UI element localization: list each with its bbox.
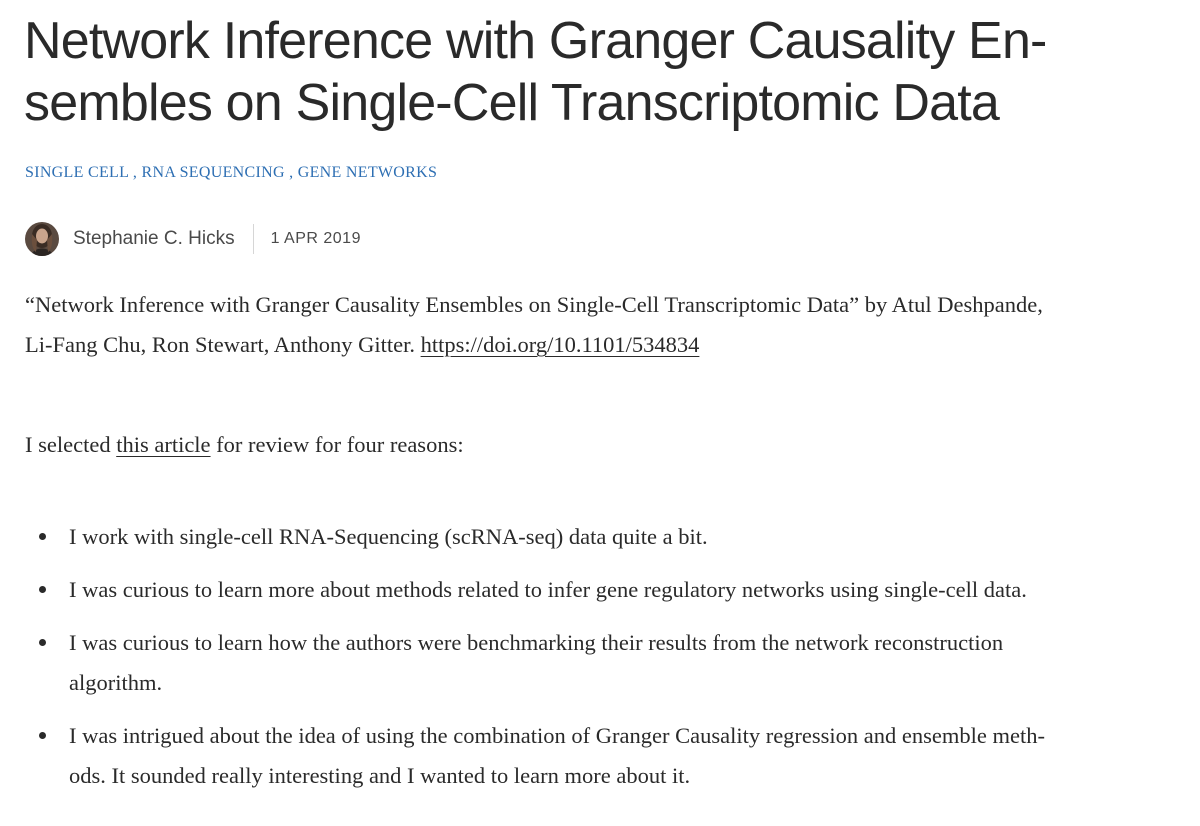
list-item <box>25 570 1190 610</box>
title-line-2: sembles on Single-Cell Transcriptomic Data <box>24 74 1000 132</box>
citation-line-2 <box>25 325 1190 365</box>
author-name[interactable]: Stephanie C. Hicks <box>73 228 235 249</box>
list-item <box>25 517 1190 557</box>
list-item-text: I was intrigued about the idea of using the combination of Granger Causality regression and ensemble meth- <box>69 723 1045 748</box>
bullet-icon <box>39 586 46 593</box>
author-avatar[interactable] <box>25 222 59 256</box>
list-item-text: I was curious to learn more about methods related to infer gene regulatory networks using single-cell data. <box>69 577 1027 602</box>
bullet-icon <box>39 732 46 739</box>
article-title <box>24 10 1184 134</box>
byline <box>25 220 361 258</box>
tag-separator: , <box>128 164 142 181</box>
tag-single-cell[interactable]: SINGLE CELL <box>25 164 129 181</box>
byline-divider <box>253 224 254 254</box>
doi-link[interactable]: https://doi.org/10.1101/534834 <box>420 332 700 357</box>
list-item-text: I work with single-cell RNA-Sequencing (scRNA-seq) data quite a bit. <box>69 524 708 549</box>
tag-list <box>25 162 437 184</box>
intro-paragraph <box>25 425 464 465</box>
intro-suffix: for review for four reasons: <box>210 432 464 457</box>
tag-rna-sequencing[interactable]: RNA SEQUENCING <box>141 164 285 181</box>
citation-paragraph <box>25 285 1190 365</box>
bullet-icon <box>39 533 46 540</box>
reasons-list <box>25 517 1190 809</box>
this-article-link[interactable]: this article <box>116 432 211 457</box>
title-line-1: Network Inference with Granger Causality En- <box>24 12 1047 70</box>
list-item-text-continued: algorithm. <box>69 670 163 695</box>
tag-separator: , <box>284 164 298 181</box>
list-item-text: I was curious to learn how the authors were benchmarking their results from the network reconstruction <box>69 630 1004 655</box>
list-item-text-continued: ods. It sounded really interesting and I wanted to learn more about it. <box>69 763 691 788</box>
citation-line-1: “Network Inference with Granger Causality Ensembles on Single-Cell Transcriptomic Data” by Atul Deshpande, <box>25 292 1043 317</box>
tag-gene-networks[interactable]: GENE NETWORKS <box>297 164 438 181</box>
list-item <box>25 623 1190 703</box>
publish-date: 1 APR 2019 <box>270 230 361 247</box>
intro-prefix: I selected <box>25 432 117 457</box>
bullet-icon <box>39 639 46 646</box>
article-body <box>25 285 1190 788</box>
avatar-photo-icon <box>25 222 59 256</box>
citation-authors: Li-Fang Chu, Ron Stewart, Anthony Gitter. <box>25 332 421 357</box>
list-item <box>25 716 1190 796</box>
